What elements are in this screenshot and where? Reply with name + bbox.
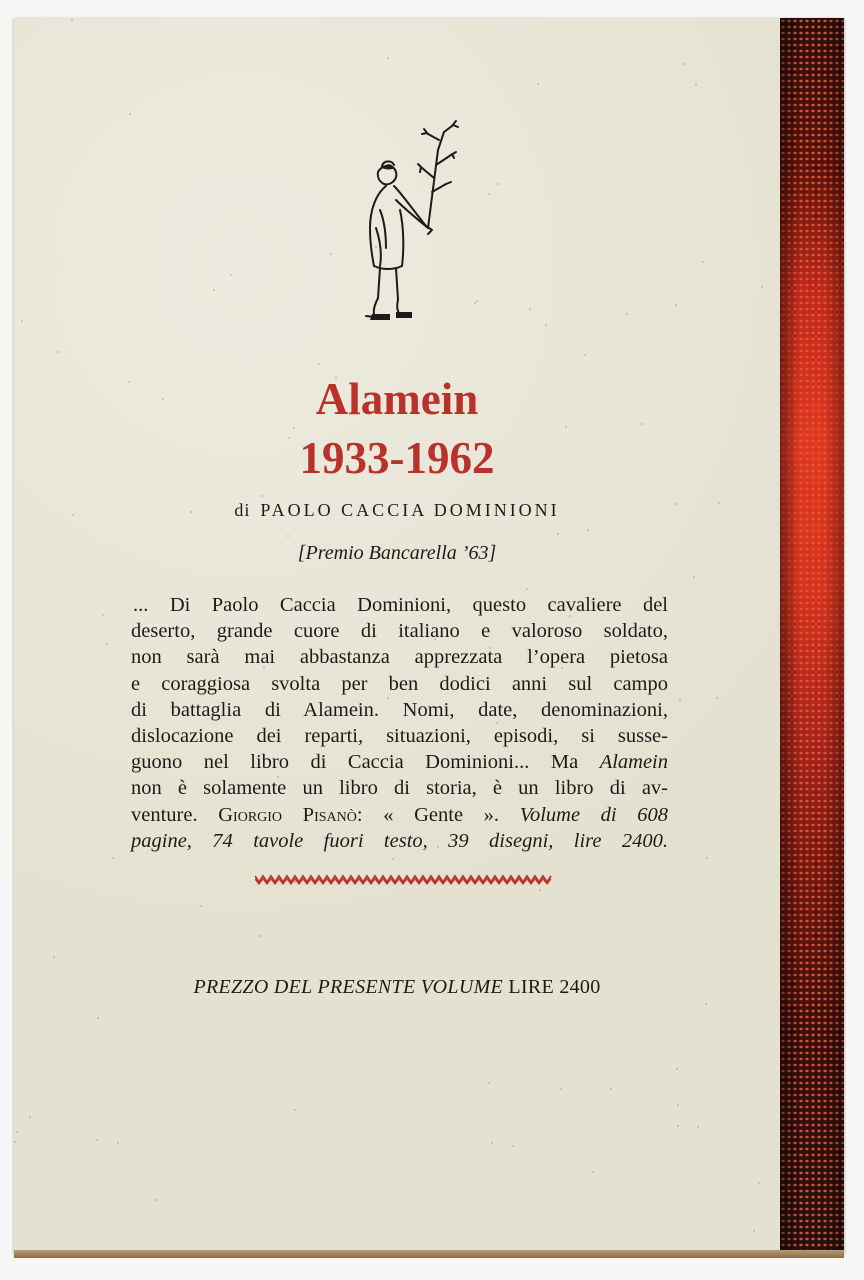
paper-speck <box>677 1125 679 1127</box>
quote-line: deserto, grande cuore di italiano e valoroso soldato, <box>131 620 668 643</box>
paper-speck <box>592 1171 594 1173</box>
cover-panel <box>14 18 780 1254</box>
quote-line <box>131 802 668 828</box>
paper-speck <box>71 19 73 21</box>
quote-line: non sarà mai abbastanza apprezzata l’opera pietosa <box>131 646 668 669</box>
quote-source: : « Gente ». <box>356 803 500 826</box>
paper-speck <box>545 324 547 326</box>
paper-speck <box>261 495 263 497</box>
prize-note: [Premio Bancarella ’63] <box>297 542 497 564</box>
paper-speck <box>293 427 295 429</box>
paper-speck <box>761 286 763 288</box>
paper-speck <box>676 1068 678 1070</box>
paper-speck <box>112 857 114 859</box>
paper-speck <box>697 1126 699 1128</box>
paper-speck <box>129 113 131 115</box>
quote-book-title: Alamein <box>599 751 669 774</box>
volume-details: pagine, 74 tavole fuori testo, 39 disegni, lire 2400. <box>131 829 668 852</box>
paper-speck <box>539 889 541 891</box>
book-title: Alamein <box>315 374 479 424</box>
price-label: PREZZO DEL PRESENTE VOLUME <box>193 976 504 998</box>
paper-speck <box>318 363 320 365</box>
paper-speck <box>200 905 202 907</box>
paper-speck <box>675 304 677 306</box>
paper-speck <box>706 857 708 859</box>
paper-speck <box>14 1141 16 1143</box>
paper-speck <box>488 1082 490 1084</box>
paper-speck <box>584 354 586 356</box>
paper-speck <box>702 261 704 263</box>
paper-speck <box>560 1088 562 1090</box>
paper-speck <box>526 588 528 590</box>
paper-speck <box>213 289 215 291</box>
paper-speck <box>102 614 104 616</box>
paper-speck <box>29 1116 31 1118</box>
paper-speck <box>529 308 531 310</box>
paper-speck <box>294 1109 296 1111</box>
paper-speck <box>16 1131 18 1133</box>
book-edge <box>14 1250 844 1258</box>
quote-line <box>131 749 668 775</box>
paper-speck <box>695 84 697 86</box>
paper-speck <box>117 1142 119 1144</box>
paper-speck <box>53 956 55 958</box>
price-line <box>14 976 780 999</box>
paper-speck <box>626 313 628 315</box>
price-value: LIRE 2400 <box>508 976 601 998</box>
paper-speck <box>716 697 718 699</box>
paper-speck <box>97 1017 99 1019</box>
paper-speck <box>537 83 539 85</box>
zigzag-divider-icon <box>255 873 552 887</box>
author-name: PAOLO CACCIA DOMINIONI <box>260 500 560 520</box>
paper-speck <box>21 320 23 322</box>
paper-speck <box>758 1182 760 1184</box>
paper-speck <box>260 935 262 937</box>
paper-speck <box>330 253 332 255</box>
quote-line: di battaglia di Alamein. Nomi, date, denominazioni, <box>131 698 668 721</box>
paper-speck <box>106 643 108 645</box>
blurb-quote <box>131 592 668 854</box>
paper-speck <box>565 426 567 428</box>
paper-speck <box>474 302 476 304</box>
book-spine <box>780 18 844 1254</box>
quote-line: ... Di Paolo Caccia Dominioni, questo cavaliere del <box>133 594 668 616</box>
book-back-cover <box>14 18 844 1254</box>
paper-speck <box>96 1139 98 1141</box>
quote-line: dislocazione dei reparti, situazioni, episodi, si susse- <box>131 725 668 748</box>
author-line <box>14 500 780 521</box>
figure-with-branch-illustration-icon <box>336 110 466 330</box>
paper-speck <box>387 57 389 59</box>
author-prefix: di <box>234 500 251 520</box>
paper-speck <box>476 300 478 302</box>
quote-line: non è solamente un libro di storia, è un libro di av- <box>131 777 668 800</box>
paper-speck <box>683 63 685 65</box>
paper-speck <box>705 1003 707 1005</box>
paper-speck <box>512 1145 514 1147</box>
paper-speck <box>557 533 559 535</box>
paper-speck <box>57 351 59 353</box>
paper-speck <box>693 576 695 578</box>
quote-text: guono nel libro di Caccia Dominioni... Ma <box>131 751 579 774</box>
quote-line: e coraggiosa svolta per ben dodici anni sul campo <box>131 672 668 695</box>
quote-text: venture. <box>131 803 198 826</box>
paper-speck <box>587 529 589 531</box>
quote-source-author: Giorgio Pisanò <box>218 803 357 826</box>
paper-speck <box>155 1199 157 1201</box>
paper-speck <box>488 193 490 195</box>
paper-speck <box>679 699 681 701</box>
paper-speck <box>497 183 499 185</box>
paper-speck <box>230 274 232 276</box>
volume-info: Volume di 608 <box>519 803 669 826</box>
paper-speck <box>491 1142 493 1144</box>
paper-speck <box>287 535 289 537</box>
paper-speck <box>677 1104 679 1106</box>
book-years: 1933-1962 <box>299 433 495 483</box>
paper-speck <box>753 1230 755 1232</box>
paper-speck <box>610 1088 612 1090</box>
paper-speck <box>392 858 394 860</box>
